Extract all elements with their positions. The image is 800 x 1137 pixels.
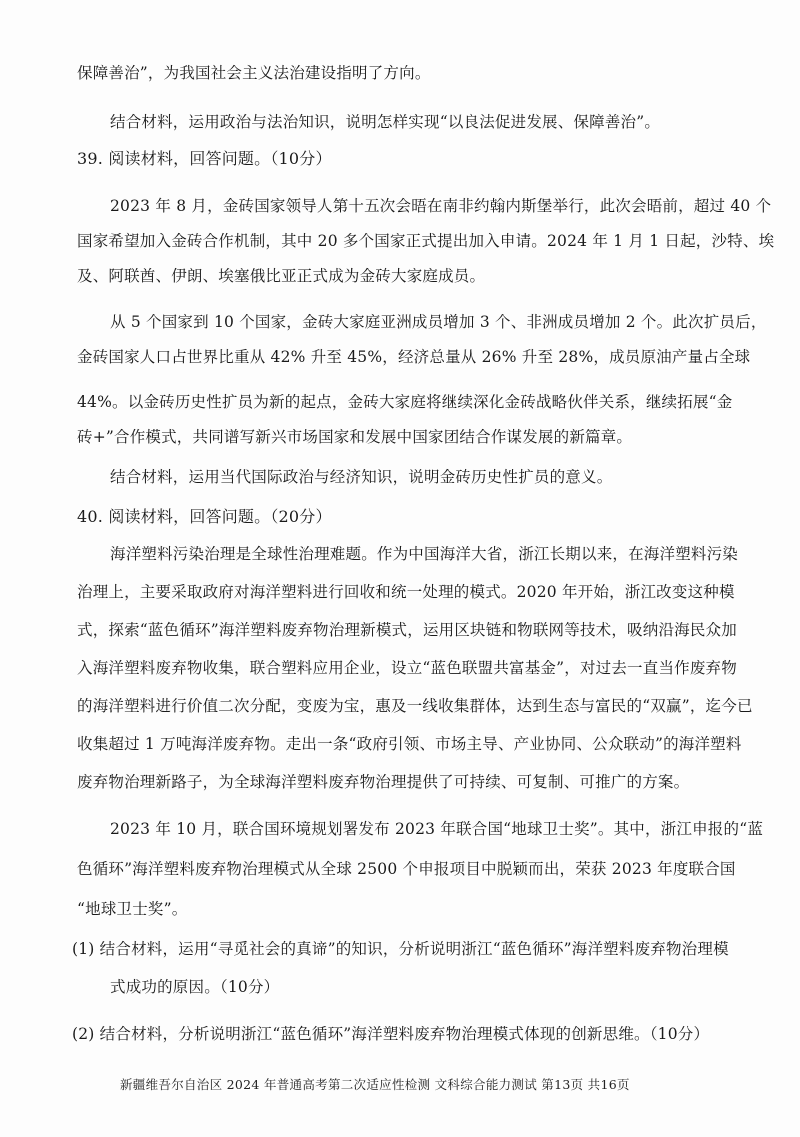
- text-line: 海洋塑料污染治理是全球性治理难题。作为中国海洋大省，浙江长期以来，在海洋塑料污染: [110, 545, 739, 563]
- text-line: 国家希望加入金砖合作机制，其中 20 多个国家正式提出加入申请。2024 年 1 月 1 日起，沙特、埃: [77, 232, 775, 250]
- text-line: 砖+”合作模式，共同谱写新兴市场国家和发展中国家团结合作谋发展的新篇章。: [77, 428, 633, 446]
- text-line: 保障善治”，为我国社会主义法治建设指明了方向。: [77, 64, 431, 82]
- text-line: “地球卫士奖”。: [77, 900, 188, 918]
- text-line: 从 5 个国家到 10 个国家，金砖大家庭亚洲成员增加 3 个、非洲成员增加 2 个。此次扩员后，: [110, 313, 767, 331]
- text-line: 入海洋塑料废弃物收集，联合塑料应用企业，设立“蓝色联盟共富基金”，对过去一直当作废弃物: [77, 659, 737, 677]
- question-prompt: 结合材料，运用政治与法治知识，说明怎样实现“以良法促进发展、保障善治”。: [110, 113, 661, 131]
- text-line: 式，探索“蓝色循环”海洋塑料废弃物治理新模式，运用区块链和物联网等技术，吸纳沿海民众加: [77, 621, 737, 639]
- text-line: 2023 年 8 月，金砖国家领导人第十五次会晤在南非约翰内斯堡举行，此次会晤前，超过 40 个: [110, 197, 772, 215]
- text-line: 色循环”海洋塑料废弃物治理模式从全球 2500 个申报项目中脱颖而出，荣获 2023 年度联合国: [77, 860, 736, 878]
- page-footer: 新疆维吾尔自治区 2024 年普通高考第二次适应性检测 文科综合能力测试 第13页 共16页: [120, 1077, 630, 1092]
- question-40-heading: 40. 阅读材料，回答问题。（20分）: [77, 507, 332, 526]
- text-line: 金砖国家人口占世界比重从 42% 升至 45%，经济总量从 26% 升至 28%，成员原油产量占全球: [77, 348, 751, 366]
- sub-question-2: (2) 结合材料，分析说明浙江“蓝色循环”海洋塑料废弃物治理模式体现的创新思维。（10分）: [72, 1025, 710, 1043]
- text-line: 及、阿联酋、伊朗、埃塞俄比亚正式成为金砖大家庭成员。: [77, 267, 486, 285]
- text-line: 的海洋塑料进行价值二次分配，变废为宝，惠及一线收集群体，达到生态与富民的“双赢”，迄今已: [77, 697, 753, 715]
- text-line: 收集超过 1 万吨海洋废弃物。走出一条“政府引领、市场主导、产业协同、公众联动”的海洋塑料: [77, 735, 742, 753]
- sub-question-1: (1) 结合材料，运用“寻觅社会的真谛”的知识，分析说明浙江“蓝色循环”海洋塑料废弃物治理模: [72, 940, 729, 958]
- text-line: 2023 年 10 月，联合国环境规划署发布 2023 年联合国“地球卫士奖”。其中，浙江申报的“蓝: [110, 820, 764, 838]
- question-39-heading: 39. 阅读材料，回答问题。（10分）: [77, 149, 332, 168]
- text-line: 44%。以金砖历史性扩员为新的起点，金砖大家庭将继续深化金砖战略伙伴关系，继续拓展“金: [77, 393, 733, 411]
- sub-question-1-continued: 式成功的原因。（10分）: [110, 978, 280, 996]
- text-line: 废弃物治理新路子，为全球海洋塑料废弃物治理提供了可持续、可复制、可推广的方案。: [77, 773, 690, 791]
- question-prompt: 结合材料，运用当代国际政治与经济知识，说明金砖历史性扩员的意义。: [110, 468, 613, 486]
- text-line: 治理上，主要采取政府对海洋塑料进行回收和统一处理的模式。2020 年开始，浙江改变这种模: [77, 583, 735, 601]
